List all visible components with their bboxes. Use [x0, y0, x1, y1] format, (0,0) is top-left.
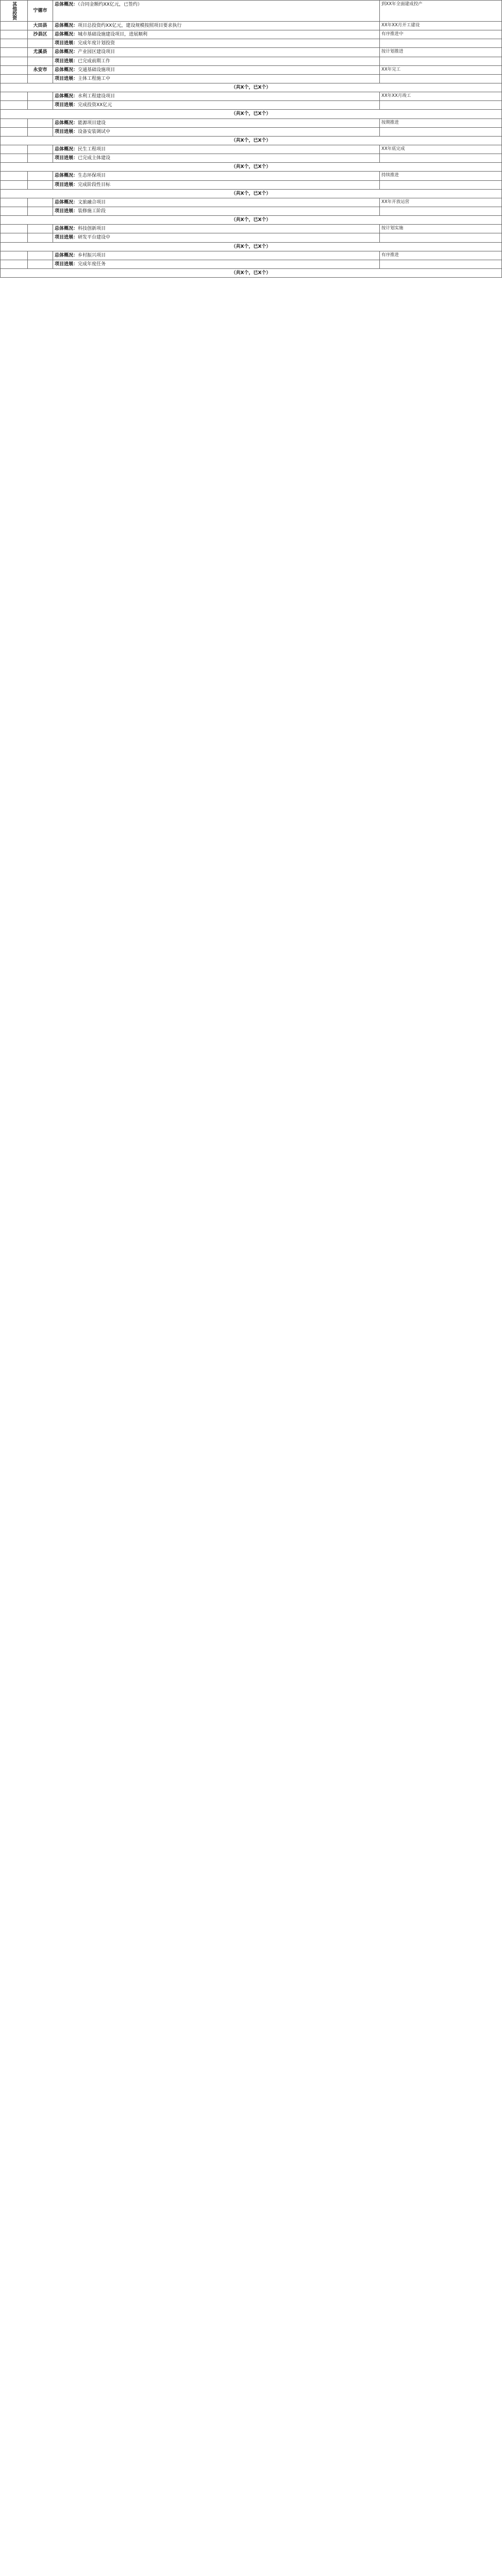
- content-label: 总体概况：: [55, 94, 78, 99]
- table-row: [1, 251, 502, 260]
- category-cell: [1, 74, 28, 83]
- remark-cell: XX年开放运营: [380, 198, 502, 207]
- category-cell: [1, 127, 28, 136]
- category-cell: [1, 101, 28, 110]
- category-cell: [1, 225, 28, 233]
- category-cell: [1, 260, 28, 268]
- content-text: 能源项目建设: [78, 120, 106, 126]
- remark-cell: [380, 127, 502, 136]
- remark-cell: 有序推进: [380, 251, 502, 260]
- subcategory-cell: [28, 172, 53, 180]
- remark-cell: [380, 180, 502, 189]
- category-cell: [1, 118, 28, 127]
- content-label: 总体概况：: [55, 49, 78, 55]
- content-label: 项目进展：: [55, 235, 78, 241]
- subcategory-cell: [28, 154, 53, 163]
- table-row: [1, 189, 502, 198]
- remark-cell: 按计划实施: [380, 225, 502, 233]
- content-cell: [53, 207, 380, 215]
- table-row: [1, 101, 502, 110]
- category-cell: [1, 30, 28, 39]
- content-cell: [53, 101, 380, 110]
- content-text: 生态环保项目: [78, 173, 106, 179]
- content-label: 总体概况：: [55, 173, 78, 179]
- content-text: 乡村振兴项目: [78, 252, 106, 258]
- group-count: （共X个，已X个）: [1, 163, 502, 172]
- content-text: 设备安装调试中: [78, 129, 111, 134]
- content-cell: [53, 22, 380, 30]
- subcategory-cell: [28, 118, 53, 127]
- subcategory-cell: 大田县: [28, 22, 53, 30]
- remark-cell: [380, 74, 502, 83]
- subcategory-cell: [28, 260, 53, 268]
- category-cell: [1, 233, 28, 242]
- table-row: [1, 30, 502, 39]
- content-text: 水利工程建设项目: [78, 94, 115, 99]
- table-row: [1, 225, 502, 233]
- remark-cell: [380, 233, 502, 242]
- remark-cell: 持续推进: [380, 172, 502, 180]
- content-label: 总体概况：: [55, 252, 78, 258]
- subcategory-cell: 宁德市: [28, 1, 53, 22]
- content-text: 已完成主体建设: [78, 156, 111, 161]
- content-label: 项目进展：: [55, 103, 78, 108]
- project-table-body: [1, 1, 502, 278]
- table-row: [1, 127, 502, 136]
- table-row: [1, 242, 502, 251]
- remark-cell: [380, 57, 502, 65]
- content-cell: [53, 74, 380, 83]
- content-text: 已完成前期工作: [78, 58, 111, 64]
- content-cell: [53, 180, 380, 189]
- subcategory-cell: 尤溪县: [28, 48, 53, 57]
- content-label: 项目进展：: [55, 208, 78, 214]
- content-cell: [53, 233, 380, 242]
- subcategory-cell: [28, 145, 53, 154]
- subcategory-cell: [28, 92, 53, 101]
- table-row: [1, 260, 502, 268]
- group-count: （共X个，已X个）: [1, 136, 502, 145]
- category-cell: [1, 65, 28, 74]
- content-text: 文旅融合项目: [78, 199, 106, 205]
- content-cell: [53, 225, 380, 233]
- table-row: [1, 268, 502, 277]
- group-count: （共X个，已X个）: [1, 216, 502, 225]
- remark-cell: [380, 39, 502, 48]
- subcategory-cell: [28, 251, 53, 260]
- content-cell: [53, 48, 380, 57]
- category-cell: [1, 39, 28, 48]
- subcategory-cell: [28, 233, 53, 242]
- category-cell: [1, 154, 28, 163]
- table-row: [1, 198, 502, 207]
- table-row: [1, 83, 502, 92]
- content-label: 项目进展：: [55, 76, 78, 81]
- category-cell: [1, 92, 28, 101]
- content-label: 项目进展：: [55, 261, 78, 267]
- subcategory-cell: [28, 39, 53, 48]
- subcategory-cell: [28, 198, 53, 207]
- content-text: 主体工程施工中: [78, 76, 111, 81]
- remark-cell: XX年XX月竣工: [380, 92, 502, 101]
- group-count: （共X个，已X个）: [1, 268, 502, 277]
- content-text: 装修施工阶段: [78, 208, 106, 214]
- content-label: 项目进展：: [55, 58, 78, 64]
- group-count: （共X个，已X个）: [1, 110, 502, 118]
- table-row: [1, 172, 502, 180]
- content-cell: [53, 1, 380, 22]
- project-table: [0, 0, 502, 278]
- content-cell: [53, 172, 380, 180]
- table-row: [1, 57, 502, 65]
- content-cell: [53, 198, 380, 207]
- content-cell: [53, 154, 380, 163]
- group-count: （共X个，已X个）: [1, 189, 502, 198]
- content-text: 城市基础设施建设项目，进展顺利: [78, 32, 148, 38]
- remark-cell: XX年XX月开工建设: [380, 22, 502, 30]
- table-row: [1, 207, 502, 215]
- subcategory-cell: [28, 74, 53, 83]
- content-cell: [53, 92, 380, 101]
- remark-cell: [380, 207, 502, 215]
- table-row: [1, 163, 502, 172]
- category-cell: [1, 198, 28, 207]
- table-row: [1, 145, 502, 154]
- subcategory-cell: [28, 207, 53, 215]
- table-row: [1, 216, 502, 225]
- subcategory-cell: [28, 101, 53, 110]
- content-label: 项目进展：: [55, 182, 78, 188]
- table-row: [1, 92, 502, 101]
- remark-cell: [380, 260, 502, 268]
- table-row: [1, 1, 502, 22]
- remark-cell: XX年完工: [380, 65, 502, 74]
- table-row: [1, 65, 502, 74]
- remark-cell: 按期推进: [380, 118, 502, 127]
- table-row: [1, 118, 502, 127]
- category-cell: [1, 145, 28, 154]
- content-label: 总体概况：: [55, 226, 78, 232]
- category-cell: [1, 207, 28, 215]
- table-row: [1, 22, 502, 30]
- remark-cell: XX年底完成: [380, 145, 502, 154]
- content-text: 完成年度任务: [78, 261, 106, 267]
- content-label: 项目进展：: [55, 41, 78, 46]
- subcategory-cell: 永安市: [28, 65, 53, 74]
- content-label: 总体概况：: [55, 2, 78, 7]
- category-cell: [1, 57, 28, 65]
- table-row: [1, 110, 502, 118]
- content-cell: [53, 127, 380, 136]
- table-row: [1, 233, 502, 242]
- table-row: [1, 48, 502, 57]
- content-text: 科技创新项目: [78, 226, 106, 232]
- content-label: 总体概况：: [55, 32, 78, 38]
- table-row: [1, 136, 502, 145]
- remark-cell: [380, 154, 502, 163]
- category-cell: [1, 251, 28, 260]
- content-label: 总体概况：: [55, 120, 78, 126]
- category-cell: [1, 180, 28, 189]
- remark-cell: 有序推进中: [380, 30, 502, 39]
- table-row: [1, 154, 502, 163]
- content-cell: [53, 30, 380, 39]
- group-count: （共X个，已X个）: [1, 242, 502, 251]
- category-cell: [1, 48, 28, 57]
- content-cell: [53, 57, 380, 65]
- group-count: （共X个，已X个）: [1, 83, 502, 92]
- table-row: [1, 74, 502, 83]
- content-cell: [53, 39, 380, 48]
- content-label: 总体概况：: [55, 199, 78, 205]
- content-text: 完成年度计划投资: [78, 41, 115, 46]
- subcategory-cell: [28, 127, 53, 136]
- content-cell: [53, 251, 380, 260]
- content-text: 产业园区建设项目: [78, 49, 115, 55]
- category-cell: [1, 172, 28, 180]
- remark-cell: 按计划推进: [380, 48, 502, 57]
- content-cell: [53, 260, 380, 268]
- content-text: 项目总投资约XX亿元，建设规模按照项目要求执行: [78, 23, 182, 28]
- content-cell: [53, 145, 380, 154]
- content-label: 总体概况：: [55, 67, 78, 73]
- subcategory-cell: [28, 180, 53, 189]
- remark-cell: 到XX年全面建成投产: [380, 1, 502, 22]
- table-row: [1, 39, 502, 48]
- content-text: 完成阶段性目标: [78, 182, 111, 188]
- content-text: 研发平台建设中: [78, 235, 111, 241]
- content-label: 总体概况：: [55, 146, 78, 152]
- content-text: 完成投资XX亿元: [78, 103, 112, 108]
- content-text: 交通基础设施项目: [78, 67, 115, 73]
- remark-cell: [380, 101, 502, 110]
- category-cell: [1, 22, 28, 30]
- content-cell: [53, 65, 380, 74]
- content-label: 总体概况：: [55, 23, 78, 28]
- content-text: 民生工程项目: [78, 146, 106, 152]
- table-row: [1, 180, 502, 189]
- content-label: 项目进展：: [55, 129, 78, 134]
- category-cell: 其他投资: [1, 1, 28, 22]
- subcategory-cell: 沙县区: [28, 30, 53, 39]
- subcategory-cell: [28, 225, 53, 233]
- content-text: （合同金额约XX亿元，已签约）: [78, 2, 142, 7]
- content-cell: [53, 118, 380, 127]
- content-label: 项目进展：: [55, 156, 78, 161]
- subcategory-cell: [28, 57, 53, 65]
